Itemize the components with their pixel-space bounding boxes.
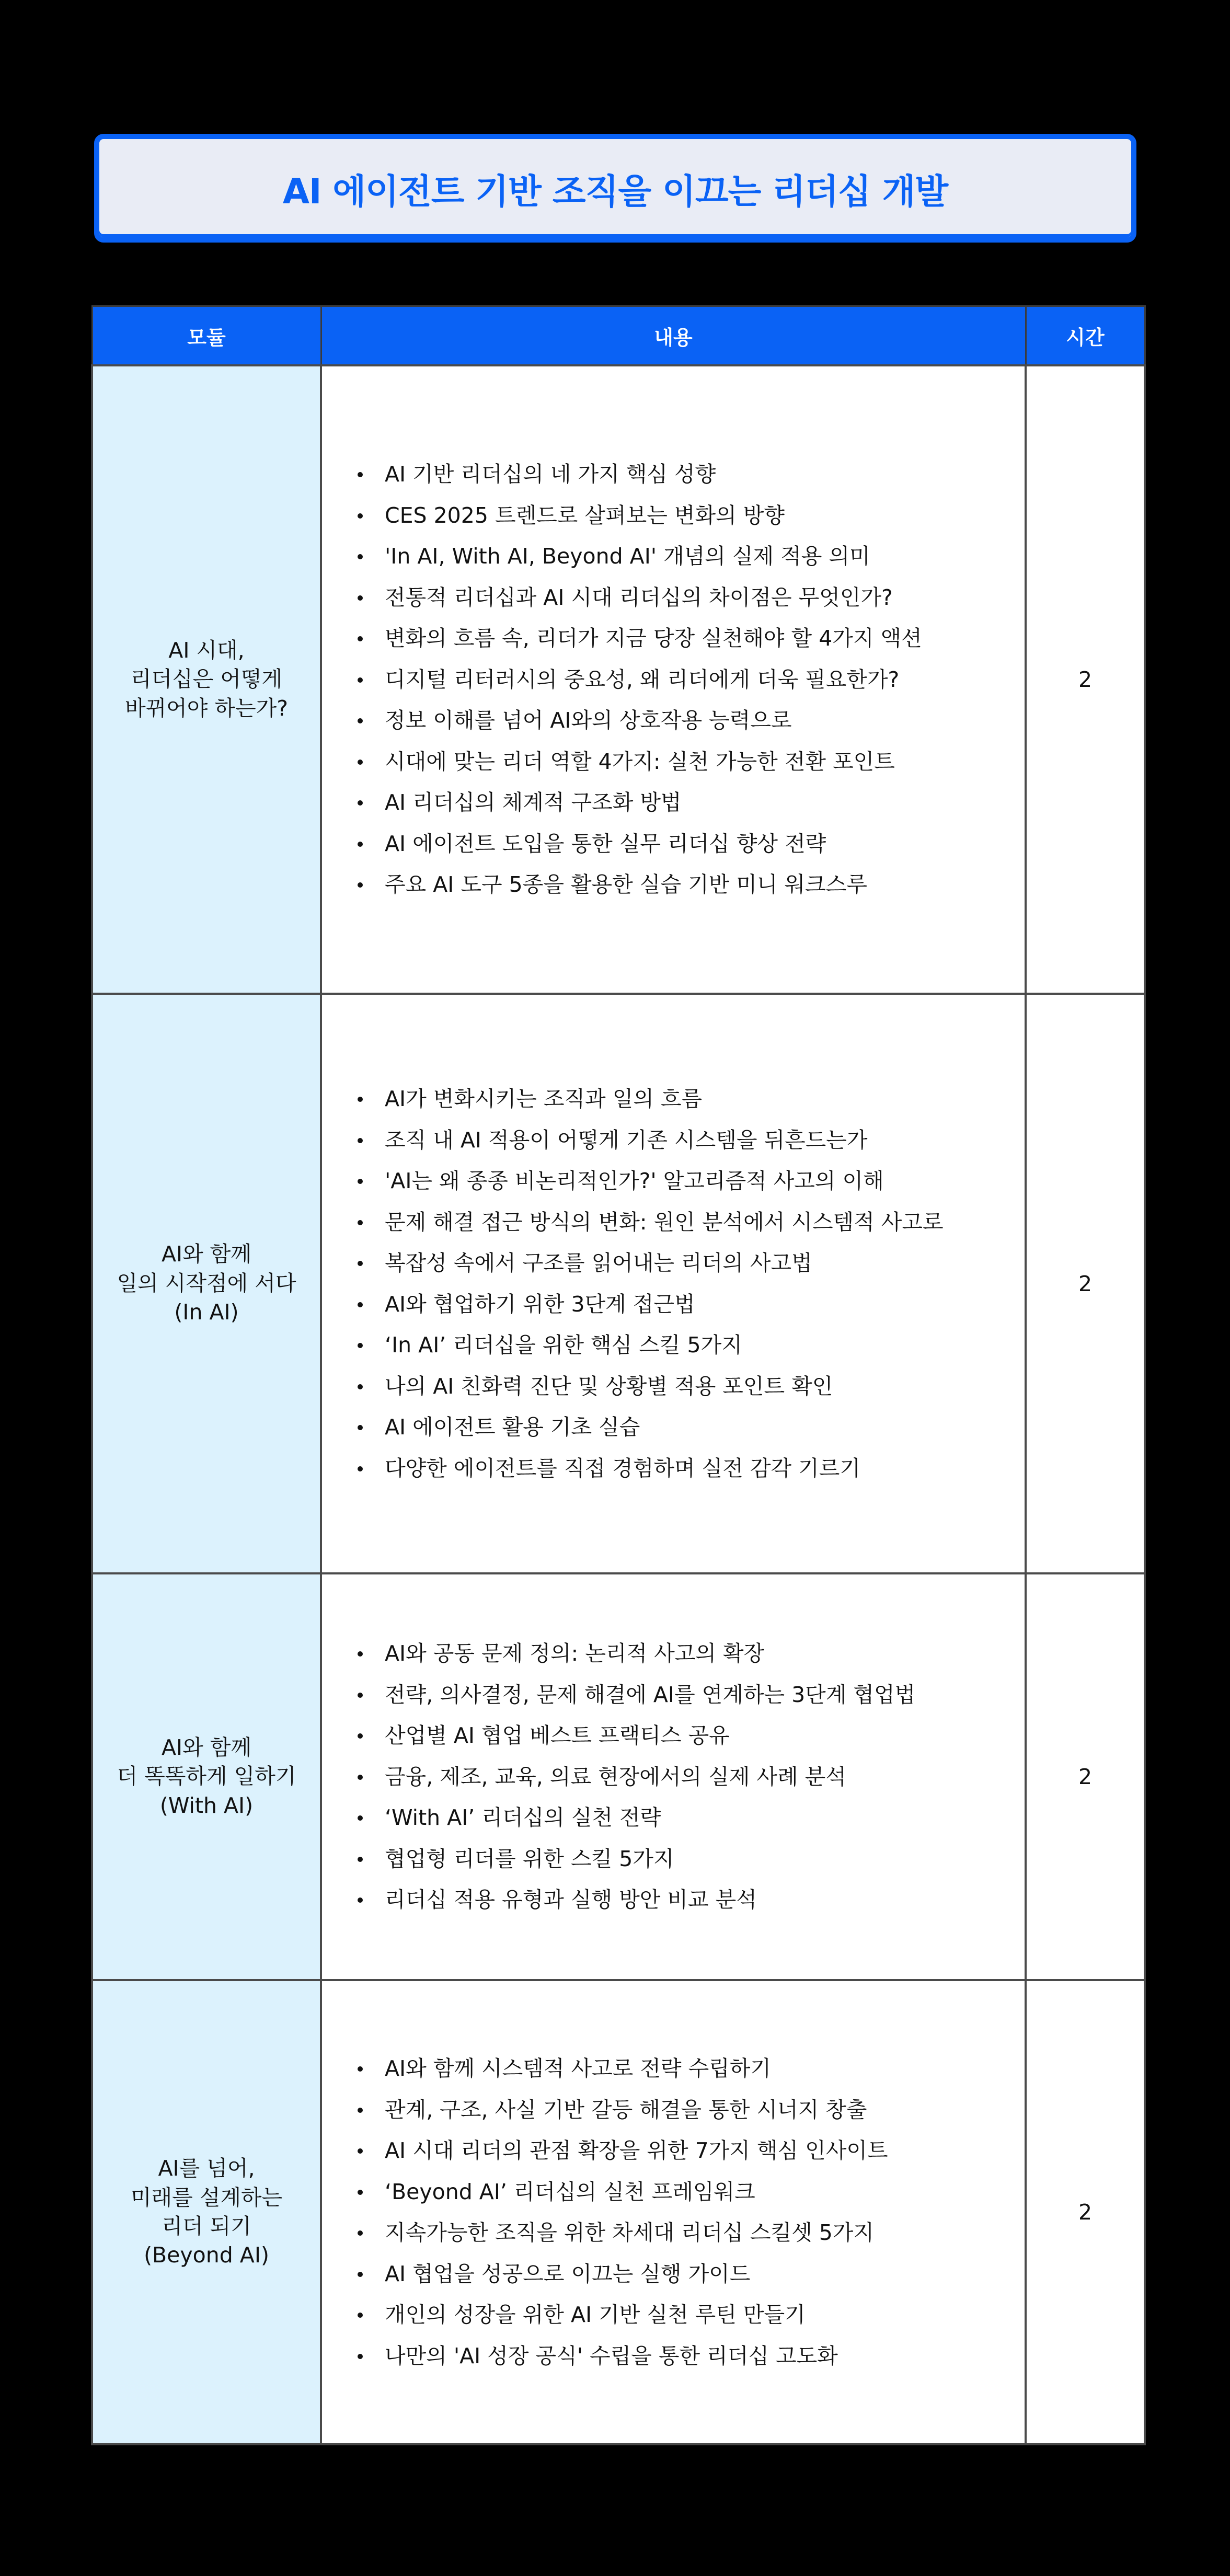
topic-item: AI 에이전트 도입을 통한 실무 리더십 향상 전략 <box>358 823 1009 865</box>
topic-item: 전략, 의사결정, 문제 해결에 AI를 연계하는 3단계 협업법 <box>358 1674 1009 1716</box>
header-module: 모듈 <box>92 306 321 366</box>
topic-item: 조직 내 AI 적용이 어떻게 기존 시스템을 뒤흔드는가 <box>358 1120 1009 1161</box>
hours-cell: 2 <box>1026 1980 1145 2444</box>
table-row <box>92 1980 1145 2444</box>
table-row <box>92 365 1145 994</box>
content-cell <box>321 994 1026 1573</box>
topic-item: 복잡성 속에서 구조를 읽어내는 리더의 사고법 <box>358 1243 1009 1284</box>
topic-item: ‘In AI’ 리더십을 위한 핵심 스킬 5가지 <box>358 1325 1009 1366</box>
topic-list <box>358 1078 1009 1489</box>
topic-item: 전통적 리더십과 AI 시대 리더십의 차이점은 무엇인가? <box>358 577 1009 618</box>
hours-cell: 2 <box>1026 1573 1145 1980</box>
table-header-row <box>92 306 1145 366</box>
curriculum-table <box>91 305 1146 2445</box>
content-cell <box>321 1573 1026 1980</box>
topic-item: AI 리더십의 체계적 구조화 방법 <box>358 782 1009 823</box>
topic-list <box>358 454 1009 905</box>
content-cell <box>321 1980 1026 2444</box>
topic-item: CES 2025 트렌드로 살펴보는 변화의 방향 <box>358 495 1009 536</box>
topic-list <box>358 1633 1009 1920</box>
hours-cell: 2 <box>1026 994 1145 1573</box>
topic-item: 개인의 성장을 위한 AI 기반 실천 루틴 만들기 <box>358 2294 1009 2336</box>
topic-item: ‘Beyond AI’ 리더십의 실천 프레임워크 <box>358 2171 1009 2213</box>
topic-item: AI 기반 리더십의 네 가지 핵심 성향 <box>358 454 1009 495</box>
topic-item: 'In AI, With AI, Beyond AI' 개념의 실제 적용 의미 <box>358 536 1009 577</box>
topic-item: ‘With AI’ 리더십의 실천 전략 <box>358 1797 1009 1838</box>
topic-item: 디지털 리터러시의 중요성, 왜 리더에게 더욱 필요한가? <box>358 659 1009 700</box>
topic-item: 리더십 적용 유형과 실행 방안 비교 분석 <box>358 1879 1009 1920</box>
topic-item: AI 시대 리더의 관점 확장을 위한 7가지 핵심 인사이트 <box>358 2130 1009 2171</box>
module-cell: AI와 함께 더 똑똑하게 일하기 (With AI) <box>92 1573 321 1980</box>
header-hours: 시간 <box>1026 306 1145 366</box>
topic-item: 다양한 에이전트를 직접 경험하며 실전 감각 기르기 <box>358 1448 1009 1489</box>
topic-item: AI 에이전트 활용 기초 실습 <box>358 1407 1009 1448</box>
topic-item: 주요 AI 도구 5종을 활용한 실습 기반 미니 워크스루 <box>358 864 1009 905</box>
topic-item: AI와 함께 시스템적 사고로 전략 수립하기 <box>358 2048 1009 2089</box>
topic-item: 나만의 'AI 성장 공식' 수립을 통한 리더십 고도화 <box>358 2336 1009 2377</box>
title-banner <box>94 134 1136 243</box>
topic-item: 정보 이해를 넘어 AI와의 상호작용 능력으로 <box>358 700 1009 741</box>
topic-item: 나의 AI 친화력 진단 및 상황별 적용 포인트 확인 <box>358 1366 1009 1407</box>
topic-item: 협업형 리더를 위한 스킬 5가지 <box>358 1838 1009 1880</box>
topic-item: 산업별 AI 협업 베스트 프랙티스 공유 <box>358 1715 1009 1756</box>
topic-item: 금융, 제조, 교육, 의료 현장에서의 실제 사례 분석 <box>358 1756 1009 1798</box>
header-content: 내용 <box>321 306 1026 366</box>
topic-item: 시대에 맞는 리더 역할 4가지: 실천 가능한 전환 포인트 <box>358 741 1009 783</box>
topic-item: AI와 협업하기 위한 3단계 접근법 <box>358 1284 1009 1325</box>
content-cell <box>321 365 1026 994</box>
hours-cell: 2 <box>1026 365 1145 994</box>
topic-item: AI와 공동 문제 정의: 논리적 사고의 확장 <box>358 1633 1009 1674</box>
table-row <box>92 1573 1145 1980</box>
topic-list <box>358 2048 1009 2376</box>
topic-item: 'AI는 왜 종종 비논리적인가?' 알고리즘적 사고의 이해 <box>358 1160 1009 1202</box>
topic-item: 지속가능한 조직을 위한 차세대 리더십 스킬셋 5가지 <box>358 2212 1009 2253</box>
page-title: AI 에이전트 기반 조직을 이끄는 리더십 개발 <box>282 171 948 212</box>
module-cell: AI 시대, 리더십은 어떻게 바뀌어야 하는가? <box>92 365 321 994</box>
module-cell: AI와 함께 일의 시작점에 서다 (In AI) <box>92 994 321 1573</box>
table-body <box>92 365 1145 2444</box>
topic-item: 문제 해결 접근 방식의 변화: 원인 분석에서 시스템적 사고로 <box>358 1202 1009 1243</box>
table-row <box>92 994 1145 1573</box>
topic-item: AI가 변화시키는 조직과 일의 흐름 <box>358 1078 1009 1120</box>
topic-item: AI 협업을 성공으로 이끄는 실행 가이드 <box>358 2253 1009 2295</box>
topic-item: 관계, 구조, 사실 기반 갈등 해결을 통한 시너지 창출 <box>358 2089 1009 2131</box>
topic-item: 변화의 흐름 속, 리더가 지금 당장 실천해야 할 4가지 액션 <box>358 618 1009 659</box>
module-cell: AI를 넘어, 미래를 설계하는 리더 되기 (Beyond AI) <box>92 1980 321 2444</box>
